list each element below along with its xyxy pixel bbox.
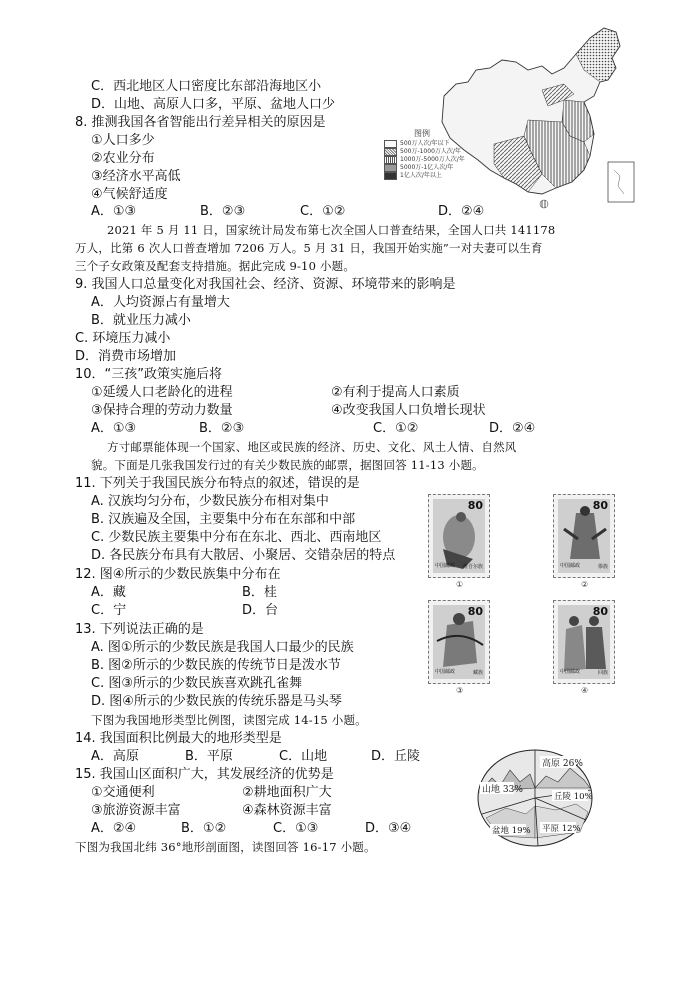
passage-census-3: 三个子女政策及配套支持措施。据此完成 9-10 小题。 xyxy=(75,259,356,273)
china-travel-map xyxy=(424,24,642,216)
q13-option-a: A. 图①所示的少数民族是我国人口最少的民族 xyxy=(91,640,354,655)
q13-option-b: B. 图②所示的少数民族的传统节日是泼水节 xyxy=(91,658,341,673)
map-legend-title: 图例 xyxy=(414,129,430,138)
q9-option-c: C. 环境压力减小 xyxy=(75,331,171,346)
q15-option-b: B．①② xyxy=(181,821,227,836)
stamp-1: 80 中国邮政 维吾尔族 xyxy=(428,494,490,578)
question-14: 14. 我国面积比例最大的地形类型是 xyxy=(75,731,282,746)
stamp-4-number: ④ xyxy=(581,686,589,695)
q15-option-a: A．②④ xyxy=(91,821,137,836)
q8-item-3: ③经济水平高低 xyxy=(91,169,181,184)
q9-option-d: D．消费市场增加 xyxy=(75,349,177,364)
q15-item-2: ②耕地面积广大 xyxy=(242,785,332,800)
q11-option-a: A. 汉族均匀分布，少数民族分布相对集中 xyxy=(91,494,329,509)
q10-item-4: ④改变我国人口负增长现状 xyxy=(331,403,486,418)
question-10: 10．“三孩”政策实施后将 xyxy=(75,367,223,382)
stamp-4: 80 中国邮政 回族 xyxy=(553,600,615,684)
q15-item-3: ③旅游资源丰富 xyxy=(91,803,181,818)
q15-option-d: D．③④ xyxy=(365,821,412,836)
q12-option-b: B．桂 xyxy=(242,585,277,600)
map-legend-item: 1亿人次/年以上 xyxy=(384,172,514,180)
passage-census-2: 万人，比第 6 次人口普查增加 7206 万人。5 月 31 日，我国开始实施”一对夫妻可以生育 xyxy=(75,241,543,255)
q9-option-b: B．就业压力减小 xyxy=(91,313,191,328)
stamp-2-number: ② xyxy=(581,580,589,589)
passage-stamps-2: 貌。下面是几张我国发行过的有关少数民族的邮票，据图回答 11-13 小题。 xyxy=(91,458,484,472)
q15-item-4: ④森林资源丰富 xyxy=(242,803,332,818)
q9-option-a: A．人均资源占有量增大 xyxy=(91,295,230,310)
pie-label-plateau: 高原 26% xyxy=(542,759,583,769)
q11-option-b: B. 汉族遍及全国，主要集中分布在东部和中部 xyxy=(91,512,356,527)
question-8: 8. 推测我国各省智能出行差异相关的原因是 xyxy=(75,115,326,130)
q7-option-d: D．山地、高原人口多，平原、盆地人口少 xyxy=(91,97,336,112)
q8-option-b: B．②③ xyxy=(200,204,246,219)
stamp-3: 80 中国邮政 藏族 xyxy=(428,600,490,684)
q14-option-d: D．丘陵 xyxy=(371,749,421,764)
q13-option-d: D. 图④所示的少数民族的传统乐器是马头琴 xyxy=(91,694,342,709)
q8-item-1: ①人口多少 xyxy=(91,133,155,148)
passage-profile: 下图为我国北纬 36°地形剖面图，读图回答 16-17 小题。 xyxy=(75,840,376,854)
map-legend-item: 500万-1000万人次/年 xyxy=(384,148,514,156)
q10-option-b: B．②③ xyxy=(199,421,245,436)
q15-item-1: ①交通便利 xyxy=(91,785,155,800)
map-legend-item: 1000万-5000万人次/年 xyxy=(384,156,514,164)
stamp-2: 80 中国邮政 傣族 xyxy=(553,494,615,578)
q14-option-c: C．山地 xyxy=(279,749,328,764)
passage-stamps-1: 方寸邮票能体现一个国家、地区或民族的经济、历史、文化、风土人情、自然风 xyxy=(107,440,517,454)
q8-item-4: ④气候舒适度 xyxy=(91,187,168,202)
q12-option-c: C．宁 xyxy=(91,603,127,618)
q8-option-d: D．②④ xyxy=(438,204,485,219)
pie-label-plain: 平原 12% xyxy=(542,824,581,834)
q7-option-c: C．西北地区人口密度比东部沿海地区小 xyxy=(91,79,322,94)
terrain-ratio-pie xyxy=(476,748,594,848)
q13-option-c: C. 图③所示的少数民族喜欢跳孔雀舞 xyxy=(91,676,302,691)
q11-option-d: D. 各民族分布具有大散居、小聚居、交错杂居的特点 xyxy=(91,548,396,563)
q12-option-a: A．藏 xyxy=(91,585,126,600)
q11-option-c: C. 少数民族主要集中分布在东北、西北、西南地区 xyxy=(91,530,382,545)
stamp-1-number: ① xyxy=(456,580,464,589)
pie-label-basin: 盆地 19% xyxy=(492,826,531,836)
stamp-3-number: ③ xyxy=(456,686,464,695)
question-13: 13. 下列说法正确的是 xyxy=(75,622,204,637)
map-island-hainan xyxy=(540,200,548,208)
q10-item-1: ①延缓人口老龄化的进程 xyxy=(91,385,233,400)
map-legend xyxy=(384,130,514,180)
question-12: 12. 图④所示的少数民族集中分布在 xyxy=(75,567,281,582)
passage-terrain: 下图为我国地形类型比例图，读图完成 14-15 小题。 xyxy=(91,713,367,727)
q10-item-3: ③保持合理的劳动力数量 xyxy=(91,403,233,418)
q8-item-2: ②农业分布 xyxy=(91,151,155,166)
q8-option-a: A．①③ xyxy=(91,204,137,219)
q14-option-b: B．平原 xyxy=(185,749,233,764)
question-15: 15. 我国山区面积广大，其发展经济的优势是 xyxy=(75,767,334,782)
q14-option-a: A．高原 xyxy=(91,749,139,764)
map-legend-item: 500万人次/年以下 xyxy=(384,140,514,148)
map-legend-item: 5000万-1亿人次/年 xyxy=(384,164,514,172)
q10-option-c: C．①② xyxy=(373,421,419,436)
map-inset-south-sea xyxy=(608,162,634,202)
q15-option-c: C．①③ xyxy=(273,821,319,836)
passage-census-1: 2021 年 5 月 11 日，国家统计局发布第七次全国人口普查结果，全国人口共 141178 xyxy=(107,223,556,237)
q10-option-a: A．①③ xyxy=(91,421,137,436)
q10-item-2: ②有利于提高人口素质 xyxy=(331,385,460,400)
question-9: 9. 我国人口总量变化对我国社会、经济、资源、环境带来的影响是 xyxy=(75,277,456,292)
pie-label-mountain: 山地 33% xyxy=(482,785,523,795)
q12-option-d: D．台 xyxy=(242,603,279,618)
question-11: 11. 下列关于我国民族分布特点的叙述，错误的是 xyxy=(75,476,360,491)
q10-option-d: D．②④ xyxy=(489,421,536,436)
q8-option-c: C．①② xyxy=(300,204,346,219)
pie-label-hill: 丘陵 10% xyxy=(554,792,593,802)
